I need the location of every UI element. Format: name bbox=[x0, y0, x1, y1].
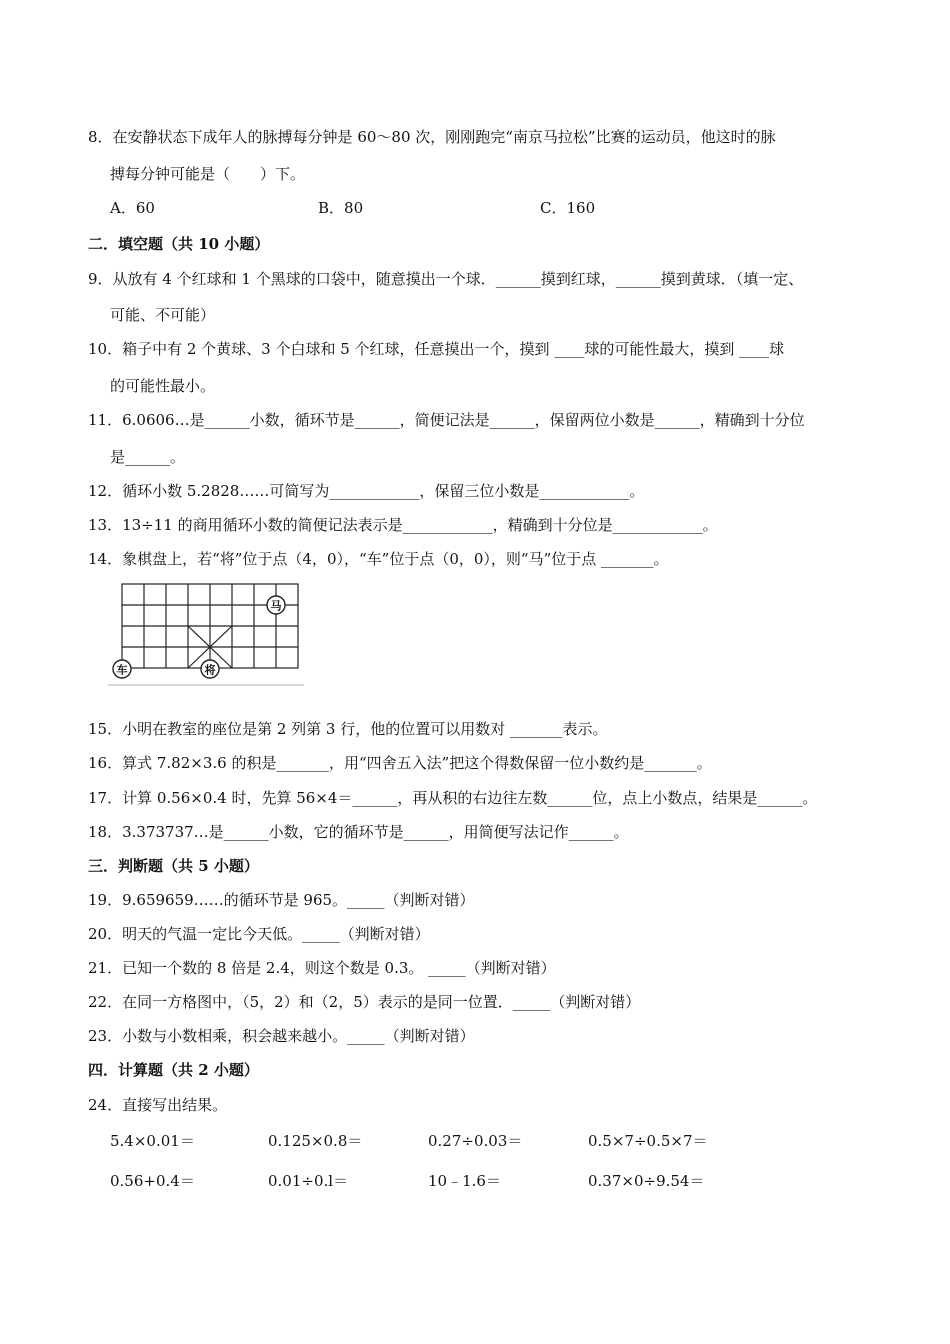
question-10-line1: 10．箱子中有 2 个黄球、3 个白球和 5 个红球，任意摸出一个，摸到 ____球的可能性最大，摸到 ____球 bbox=[88, 340, 785, 358]
calc-item: 0.125×0.8＝ bbox=[268, 1132, 363, 1150]
calc-item: 0.27÷0.03＝ bbox=[428, 1132, 523, 1150]
calc-item: 0.56+0.4＝ bbox=[110, 1172, 195, 1190]
piece-ma-label: 马 bbox=[270, 599, 282, 613]
calc-item: 5.4×0.01＝ bbox=[110, 1132, 195, 1150]
calc-item: 0.37×0÷9.54＝ bbox=[588, 1172, 705, 1190]
piece-che bbox=[113, 660, 131, 678]
question-17: 17．计算 0.56×0.4 时，先算 56×4＝______，再从积的右边往左数______位，点上小数点，结果是______。 bbox=[88, 789, 818, 807]
question-20: 20．明天的气温一定比今天低。_____（判断对错） bbox=[88, 925, 430, 943]
calc-item: 0.5×7÷0.5×7＝ bbox=[588, 1132, 708, 1150]
question-23: 23．小数与小数相乘，积会越来越小。_____（判断对错） bbox=[88, 1027, 475, 1045]
question-12: 12．循环小数 5.2828……可简写为____________，保留三位小数是____________。 bbox=[88, 482, 645, 500]
piece-jiang-label: 将 bbox=[204, 663, 216, 677]
piece-jiang bbox=[201, 660, 219, 678]
question-8-line2: 搏每分钟可能是（ ）下。 bbox=[110, 165, 306, 183]
option-c: C．160 bbox=[540, 199, 596, 217]
question-18: 18．3.373737…是______小数，它的循环节是______，用简便写法记作______。 bbox=[88, 823, 629, 841]
question-15: 15．小明在教室的座位是第 2 列第 3 行，他的位置可以用数对 _______表示。 bbox=[88, 720, 608, 738]
calc-item: 0.01÷0.l＝ bbox=[268, 1172, 349, 1190]
section-heading-true-false: 三．判断题（共 5 小题） bbox=[88, 857, 259, 875]
question-9-line2: 可能、不可能） bbox=[110, 306, 216, 324]
question-22: 22．在同一方格图中，（5，2）和（2，5）表示的是同一位置．_____（判断对错） bbox=[88, 993, 641, 1011]
question-11-line1: 11．6.0606…是______小数，循环节是______，简便记法是______，保留两位小数是______，精确到十分位 bbox=[88, 411, 805, 429]
chess-board-figure bbox=[108, 580, 304, 688]
question-16: 16．算式 7.82×3.6 的积是_______，用“四舍五入法”把这个得数保留一位小数约是_______。 bbox=[88, 754, 712, 772]
question-8-line1: 8．在安静状态下成年人的脉搏每分钟是 60～80 次，刚刚跑完“南京马拉松”比赛的运动员，他这时的脉 bbox=[88, 128, 776, 146]
piece-che-label: 车 bbox=[116, 663, 128, 677]
option-b: B．80 bbox=[318, 199, 364, 217]
section-heading-calculation: 四．计算题（共 2 小题） bbox=[88, 1061, 259, 1079]
question-14: 14．象棋盘上，若“将”位于点（4，0），“车”位于点（0，0），则“马”位于点 _______。 bbox=[88, 550, 669, 568]
option-a: A．60 bbox=[110, 199, 155, 217]
question-24-title: 24．直接写出结果。 bbox=[88, 1096, 228, 1114]
question-13: 13．13÷11 的商用循环小数的简便记法表示是____________，精确到十分位是____________。 bbox=[88, 516, 718, 534]
calc-item: 10﹣1.6＝ bbox=[428, 1172, 501, 1190]
question-19: 19．9.659659……的循环节是 965。_____（判断对错） bbox=[88, 891, 475, 909]
question-9-line1: 9．从放有 4 个红球和 1 个黑球的口袋中，随意摸出一个球．______摸到红球，______摸到黄球．（填一定、 bbox=[88, 270, 804, 288]
piece-ma bbox=[267, 596, 285, 614]
question-11-line2: 是______。 bbox=[110, 448, 186, 466]
question-21: 21．已知一个数的 8 倍是 2.4，则这个数是 0.3。 _____（判断对错） bbox=[88, 959, 556, 977]
section-heading-fill-in: 二．填空题（共 10 小题） bbox=[88, 235, 270, 253]
question-10-line2: 的可能性最小。 bbox=[110, 377, 216, 395]
